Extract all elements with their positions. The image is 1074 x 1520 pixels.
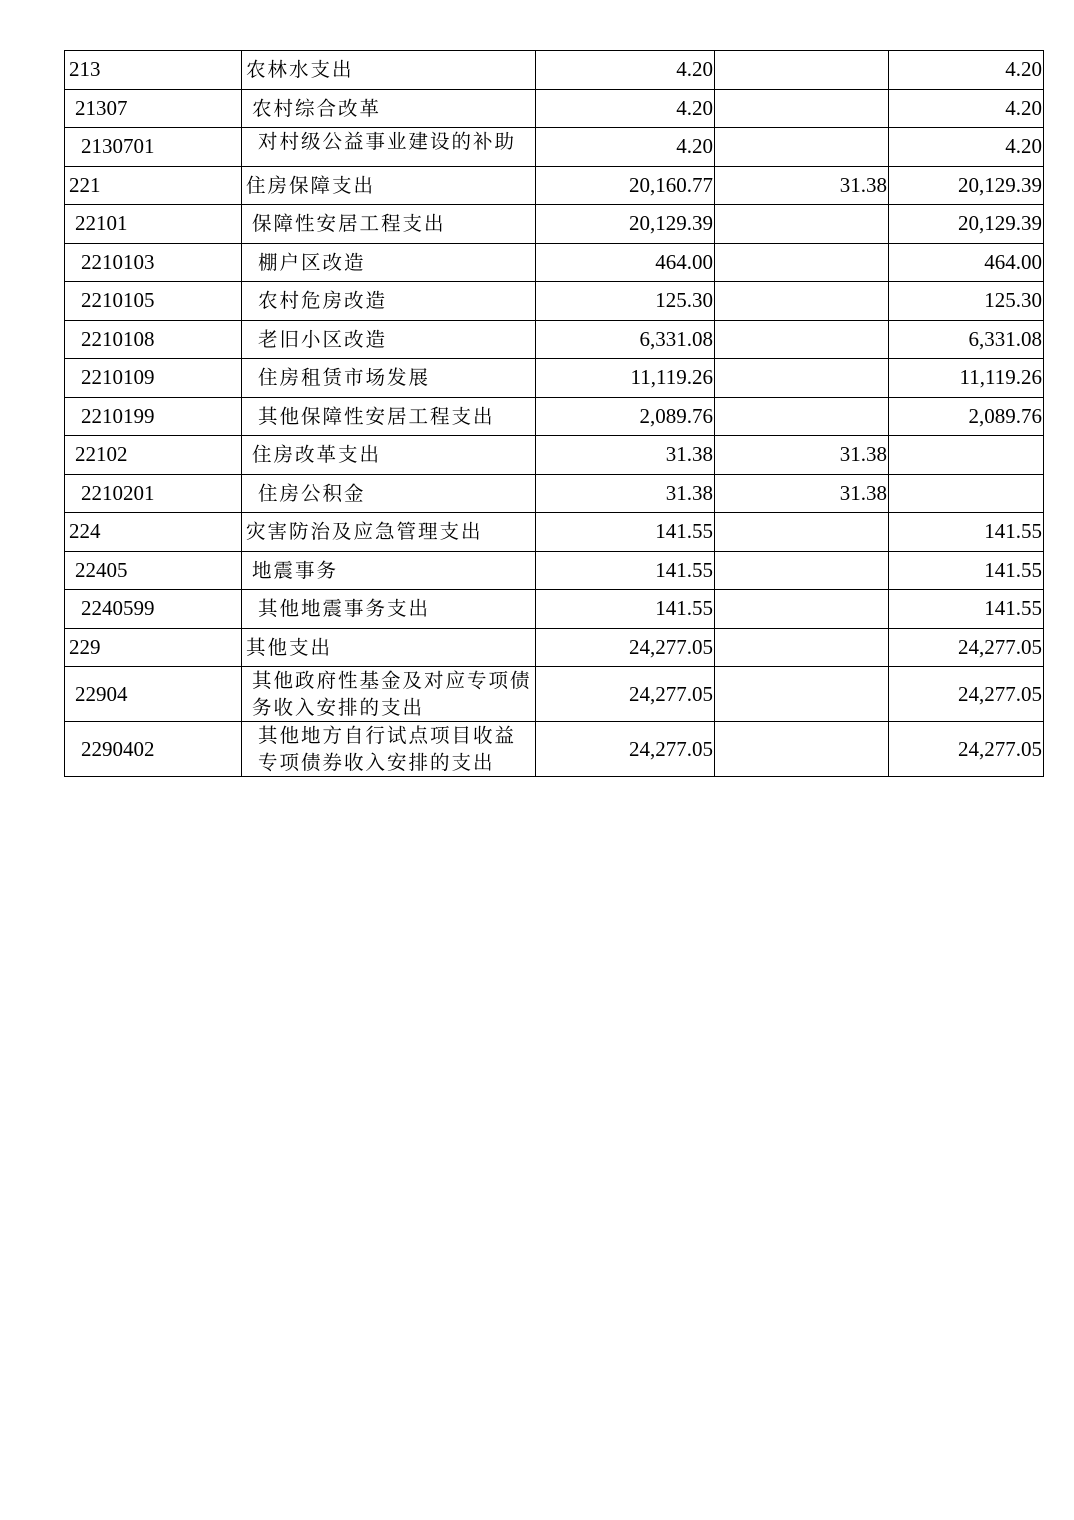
subject-name-cell: 其他地方自行试点项目收益专项债券收入安排的支出 xyxy=(242,722,536,777)
subject-name-cell: 其他政府性基金及对应专项债务收入安排的支出 xyxy=(242,667,536,722)
table-row xyxy=(65,166,1044,205)
project-expenditure-cell: 20,129.39 xyxy=(889,205,1044,244)
table-row xyxy=(65,51,1044,90)
basic-expenditure-cell xyxy=(715,551,889,590)
subject-code-cell: 224 xyxy=(65,513,242,552)
subject-name-cell: 农村综合改革 xyxy=(242,89,536,128)
subject-code-cell: 2210109 xyxy=(65,359,242,398)
table-row xyxy=(65,513,1044,552)
basic-expenditure-cell: 31.38 xyxy=(715,166,889,205)
subject-name-cell: 灾害防治及应急管理支出 xyxy=(242,513,536,552)
expenditure-table xyxy=(64,50,1044,777)
subject-name-cell: 住房公积金 xyxy=(242,474,536,513)
basic-expenditure-cell xyxy=(715,628,889,667)
total-amount-cell: 24,277.05 xyxy=(536,722,715,777)
subject-name-cell: 住房保障支出 xyxy=(242,166,536,205)
subject-name-cell: 其他地震事务支出 xyxy=(242,590,536,629)
basic-expenditure-cell xyxy=(715,128,889,167)
table-row xyxy=(65,722,1044,777)
basic-expenditure-cell xyxy=(715,513,889,552)
subject-code-cell: 22101 xyxy=(65,205,242,244)
basic-expenditure-cell xyxy=(715,590,889,629)
subject-code-cell: 2210201 xyxy=(65,474,242,513)
project-expenditure-cell: 141.55 xyxy=(889,513,1044,552)
project-expenditure-cell: 141.55 xyxy=(889,551,1044,590)
subject-name-cell: 住房改革支出 xyxy=(242,436,536,475)
basic-expenditure-cell xyxy=(715,667,889,722)
total-amount-cell: 31.38 xyxy=(536,436,715,475)
table-row xyxy=(65,89,1044,128)
basic-expenditure-cell xyxy=(715,359,889,398)
project-expenditure-cell: 4.20 xyxy=(889,51,1044,90)
table-row xyxy=(65,243,1044,282)
table-row xyxy=(65,590,1044,629)
basic-expenditure-cell xyxy=(715,51,889,90)
basic-expenditure-cell xyxy=(715,89,889,128)
project-expenditure-cell: 4.20 xyxy=(889,128,1044,167)
total-amount-cell: 24,277.05 xyxy=(536,628,715,667)
total-amount-cell: 6,331.08 xyxy=(536,320,715,359)
basic-expenditure-cell: 31.38 xyxy=(715,436,889,475)
subject-name-cell: 其他支出 xyxy=(242,628,536,667)
table-row xyxy=(65,282,1044,321)
expenditure-table-body xyxy=(65,51,1044,777)
table-row xyxy=(65,359,1044,398)
project-expenditure-cell: 20,129.39 xyxy=(889,166,1044,205)
subject-name-cell: 对村级公益事业建设的补助 xyxy=(242,128,536,167)
basic-expenditure-cell xyxy=(715,205,889,244)
subject-code-cell: 229 xyxy=(65,628,242,667)
project-expenditure-cell: 11,119.26 xyxy=(889,359,1044,398)
subject-code-cell: 2290402 xyxy=(65,722,242,777)
subject-name-cell: 其他保障性安居工程支出 xyxy=(242,397,536,436)
subject-code-cell: 2210103 xyxy=(65,243,242,282)
total-amount-cell: 20,129.39 xyxy=(536,205,715,244)
total-amount-cell: 125.30 xyxy=(536,282,715,321)
total-amount-cell: 20,160.77 xyxy=(536,166,715,205)
subject-name-cell: 地震事务 xyxy=(242,551,536,590)
project-expenditure-cell: 24,277.05 xyxy=(889,722,1044,777)
project-expenditure-cell: 2,089.76 xyxy=(889,397,1044,436)
total-amount-cell: 464.00 xyxy=(536,243,715,282)
project-expenditure-cell: 464.00 xyxy=(889,243,1044,282)
total-amount-cell: 4.20 xyxy=(536,89,715,128)
project-expenditure-cell: 141.55 xyxy=(889,590,1044,629)
subject-name-cell: 农村危房改造 xyxy=(242,282,536,321)
subject-name-cell: 老旧小区改造 xyxy=(242,320,536,359)
project-expenditure-cell xyxy=(889,436,1044,475)
table-row xyxy=(65,320,1044,359)
subject-code-cell: 2130701 xyxy=(65,128,242,167)
subject-code-cell: 2210108 xyxy=(65,320,242,359)
subject-code-cell: 22405 xyxy=(65,551,242,590)
basic-expenditure-cell xyxy=(715,282,889,321)
basic-expenditure-cell: 31.38 xyxy=(715,474,889,513)
subject-name-cell: 住房租赁市场发展 xyxy=(242,359,536,398)
total-amount-cell: 2,089.76 xyxy=(536,397,715,436)
project-expenditure-cell: 125.30 xyxy=(889,282,1044,321)
project-expenditure-cell: 24,277.05 xyxy=(889,628,1044,667)
subject-code-cell: 2240599 xyxy=(65,590,242,629)
subject-name-cell: 棚户区改造 xyxy=(242,243,536,282)
table-row xyxy=(65,667,1044,722)
table-row xyxy=(65,205,1044,244)
basic-expenditure-cell xyxy=(715,320,889,359)
subject-code-cell: 2210199 xyxy=(65,397,242,436)
project-expenditure-cell xyxy=(889,474,1044,513)
table-row xyxy=(65,436,1044,475)
project-expenditure-cell: 4.20 xyxy=(889,89,1044,128)
table-row xyxy=(65,397,1044,436)
subject-code-cell: 2210105 xyxy=(65,282,242,321)
table-row xyxy=(65,628,1044,667)
project-expenditure-cell: 24,277.05 xyxy=(889,667,1044,722)
total-amount-cell: 24,277.05 xyxy=(536,667,715,722)
table-row xyxy=(65,128,1044,167)
basic-expenditure-cell xyxy=(715,397,889,436)
total-amount-cell: 11,119.26 xyxy=(536,359,715,398)
subject-code-cell: 22102 xyxy=(65,436,242,475)
basic-expenditure-cell xyxy=(715,722,889,777)
total-amount-cell: 4.20 xyxy=(536,128,715,167)
table-row xyxy=(65,551,1044,590)
total-amount-cell: 141.55 xyxy=(536,590,715,629)
total-amount-cell: 4.20 xyxy=(536,51,715,90)
subject-code-cell: 213 xyxy=(65,51,242,90)
project-expenditure-cell: 6,331.08 xyxy=(889,320,1044,359)
subject-code-cell: 22904 xyxy=(65,667,242,722)
subject-name-cell: 农林水支出 xyxy=(242,51,536,90)
total-amount-cell: 31.38 xyxy=(536,474,715,513)
subject-code-cell: 221 xyxy=(65,166,242,205)
subject-name-cell: 保障性安居工程支出 xyxy=(242,205,536,244)
table-row xyxy=(65,474,1044,513)
basic-expenditure-cell xyxy=(715,243,889,282)
subject-code-cell: 21307 xyxy=(65,89,242,128)
total-amount-cell: 141.55 xyxy=(536,513,715,552)
total-amount-cell: 141.55 xyxy=(536,551,715,590)
